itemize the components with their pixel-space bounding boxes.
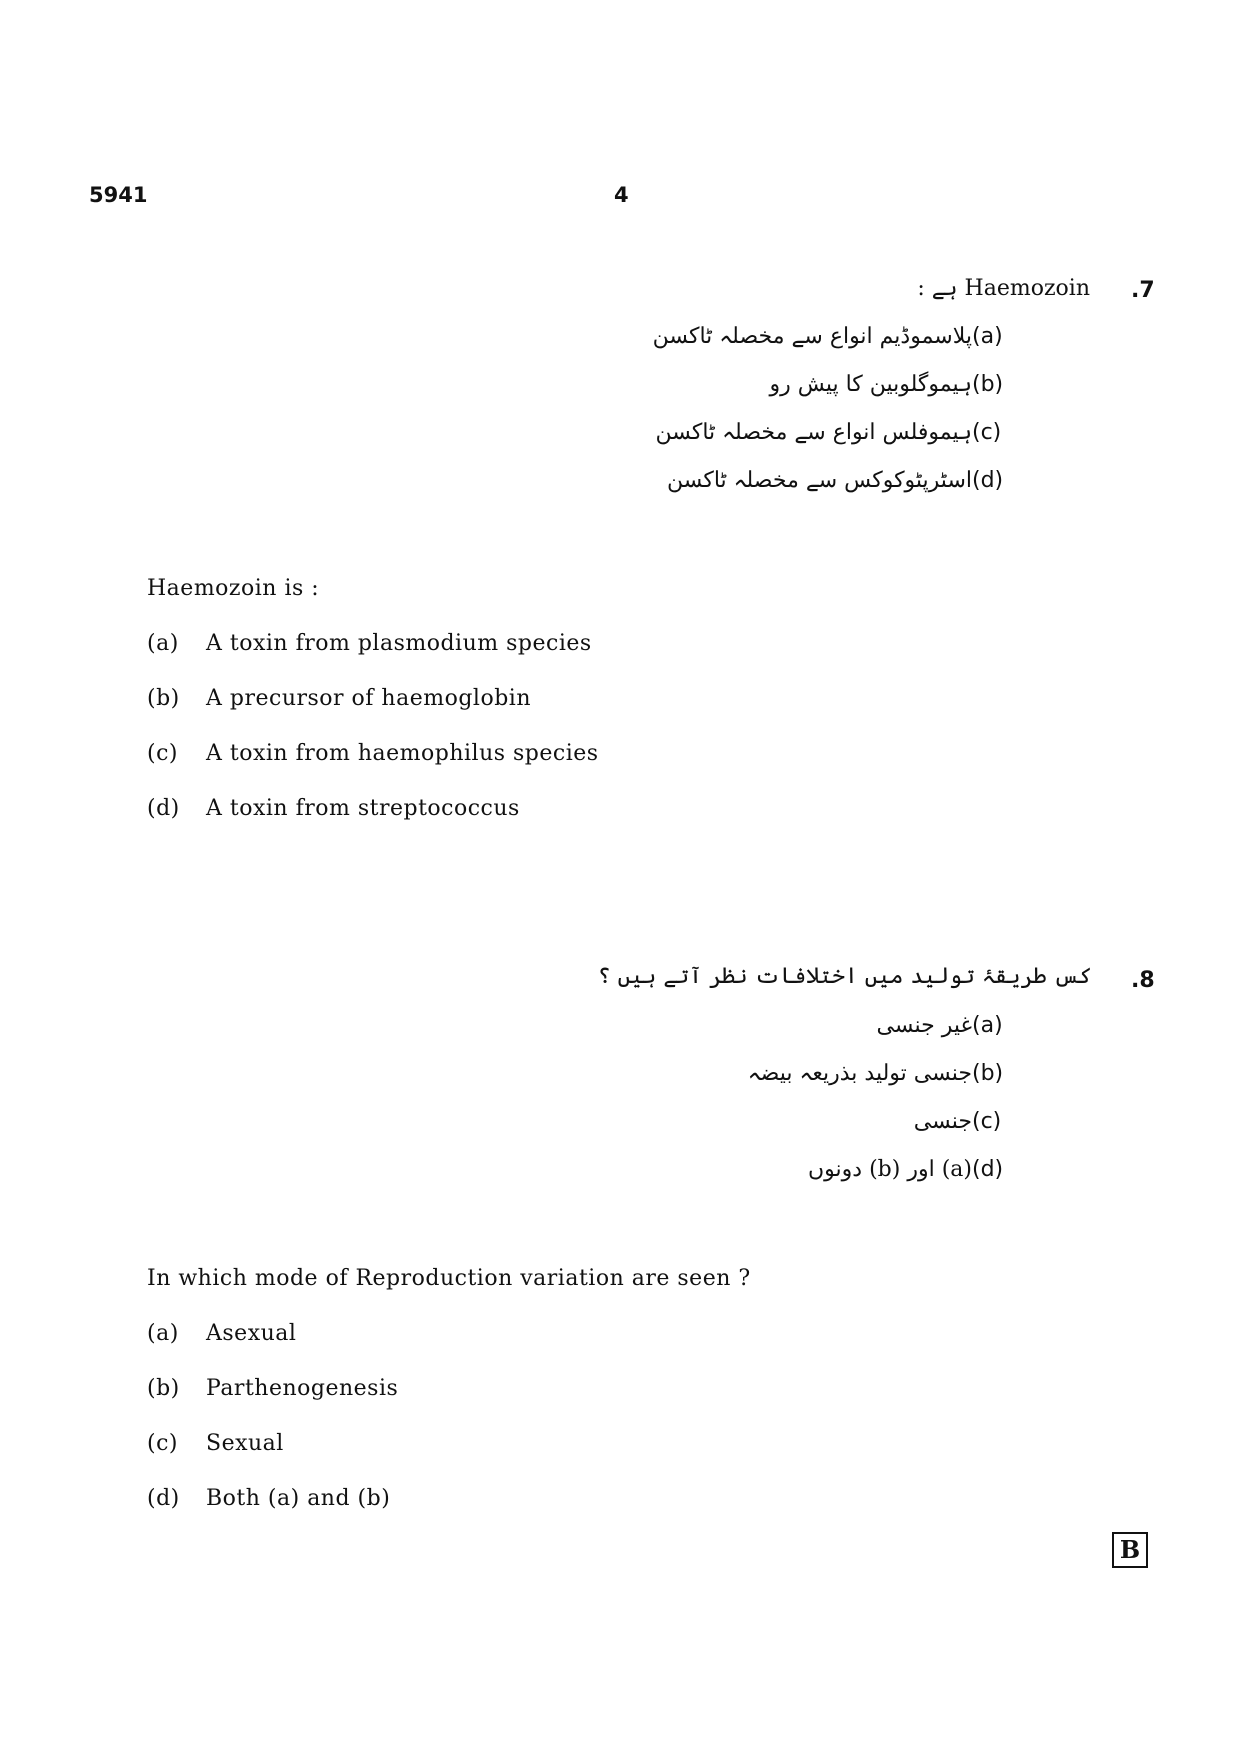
question-8-urdu-stem: کس طریقۂ تولید میں اختلافات نظر آتے ہیں ؟ [597, 964, 1092, 989]
option-label: (a) [147, 1321, 179, 1346]
question-7-urdu-option-a [653, 324, 1034, 349]
question-7-urdu-option-c [655, 420, 1034, 445]
option-text: جنسی تولید بذریعہ بیضہ [747, 1061, 972, 1086]
option-text: Asexual [206, 1321, 297, 1346]
option-text: A toxin from haemophilus species [206, 741, 599, 766]
option-text: A toxin from plasmodium species [206, 631, 592, 656]
question-8-english-option-c [147, 1431, 284, 1456]
question-8-english-option-b [147, 1376, 398, 1401]
option-text: Parthenogenesis [206, 1376, 399, 1401]
question-8-urdu-option-d [808, 1157, 1034, 1182]
option-label: (b) [147, 1376, 180, 1401]
option-text: ہیموگلوبین کا پیش رو [769, 372, 972, 397]
option-text: A toxin from streptococcus [206, 796, 520, 821]
question-7-urdu-stem [917, 276, 1090, 301]
option-text: A precursor of haemoglobin [206, 686, 531, 711]
question-7-english-stem: Haemozoin is : [147, 576, 320, 601]
question-7-number: .7 [1131, 278, 1155, 303]
question-7-urdu-option-b [770, 372, 1034, 397]
option-label: (c) [147, 741, 178, 766]
option-label: (a) [972, 324, 1003, 349]
question-8-number: .8 [1131, 968, 1155, 993]
question-8-english-stem: In which mode of Reproduction variation are seen ? [147, 1266, 751, 1291]
question-8-urdu-option-b [748, 1061, 1034, 1086]
page-number: 4 [614, 183, 629, 207]
paper-code: 5941 [89, 183, 148, 207]
option-label: (b) [972, 372, 1004, 397]
question-8-english-option-d [147, 1486, 390, 1511]
option-label: (d) [972, 1157, 1004, 1182]
option-text: Both (a) and (b) [206, 1486, 391, 1511]
question-7-english-option-d [147, 796, 520, 821]
option-text: (a) اور (b) دونوں [808, 1157, 972, 1182]
option-label: (d) [147, 1486, 180, 1511]
question-7-english-option-c [147, 741, 599, 766]
option-label: (c) [147, 1431, 178, 1456]
option-label: (a) [147, 631, 179, 656]
option-text: غیر جنسی [876, 1013, 972, 1038]
question-8-english-option-a [147, 1321, 296, 1346]
option-label: (a) [972, 1013, 1003, 1038]
question-8-urdu-option-c [914, 1109, 1034, 1134]
option-label: (b) [147, 686, 180, 711]
option-text: ہیموفلس انواع سے مخصلہ ٹاکسن [655, 420, 972, 445]
option-label: (c) [972, 1109, 1002, 1134]
option-label: (b) [972, 1061, 1004, 1086]
option-text: پلاسموڈیم انواع سے مخصلہ ٹاکسن [652, 324, 972, 349]
option-text: اسٹرپٹوکوکس سے مخصلہ ٹاکسن [666, 468, 972, 493]
option-label: (d) [147, 796, 180, 821]
set-badge: B [1112, 1532, 1148, 1568]
question-7-english-option-a [147, 631, 592, 656]
question-7-english-option-b [147, 686, 531, 711]
option-text: Sexual [206, 1431, 284, 1456]
option-label: (c) [972, 420, 1002, 445]
question-7-term: Haemozoin [964, 276, 1090, 301]
question-8-urdu-option-a [877, 1013, 1034, 1038]
option-text: جنسی [913, 1109, 972, 1134]
question-7-urdu-stem-text: ہے : [917, 276, 958, 301]
option-label: (d) [972, 468, 1004, 493]
question-7-urdu-option-d [667, 468, 1034, 493]
